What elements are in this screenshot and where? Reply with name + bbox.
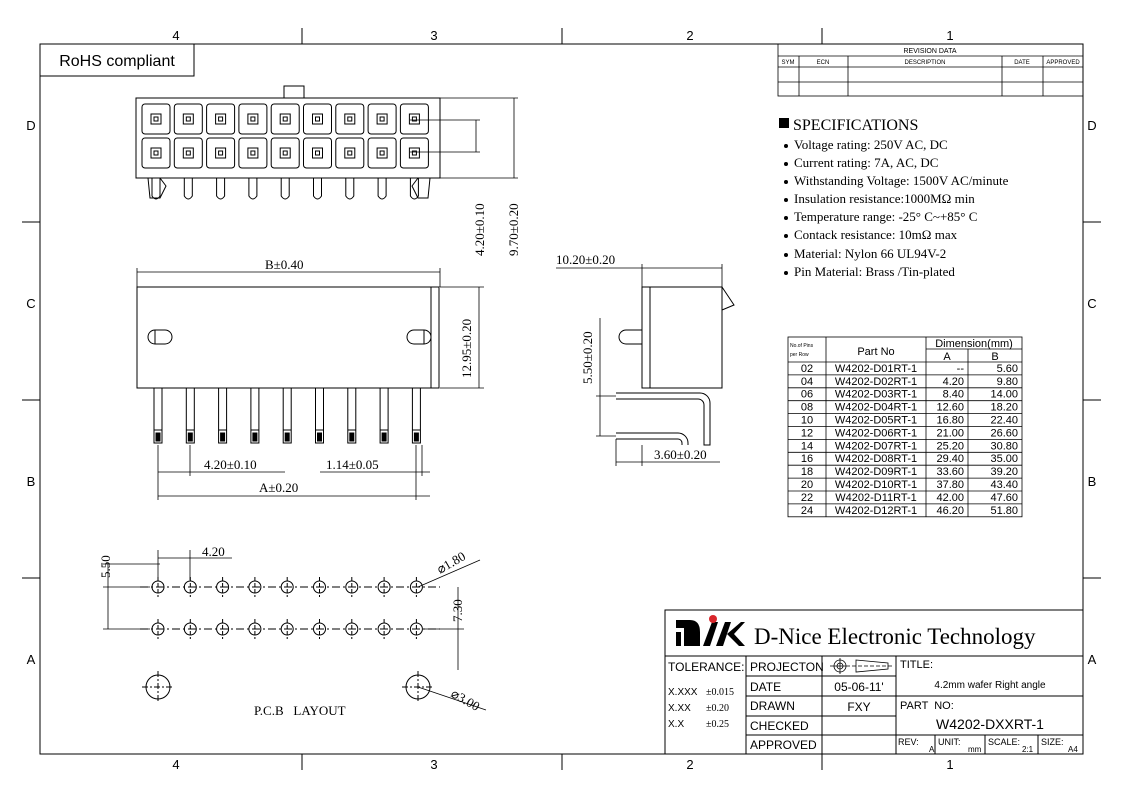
pin-tail bbox=[217, 178, 225, 199]
zone-right-a: A bbox=[1087, 652, 1097, 667]
dim-pcb-5-50: 5.50 bbox=[98, 555, 113, 578]
pin-tail bbox=[281, 178, 289, 199]
drawn-label: DRAWN bbox=[750, 699, 795, 713]
cell-dim-b: 35.00 bbox=[990, 453, 1018, 466]
zone-top-4: 4 bbox=[172, 28, 180, 43]
svg-text:Current rating: 7A, AC, DC: Current rating: 7A, AC, DC bbox=[794, 155, 939, 170]
side-view-connector bbox=[616, 287, 734, 445]
svg-text:Pin Material: Brass /Tin-plate: Pin Material: Brass /Tin-plated bbox=[794, 264, 955, 279]
pin-tail bbox=[249, 178, 257, 199]
rohs-label: RoHS compliant bbox=[59, 53, 175, 70]
dim-side-width: 10.20±0.20 bbox=[556, 252, 616, 267]
cell-dim-b: 5.60 bbox=[996, 362, 1018, 375]
pin-tail bbox=[346, 178, 354, 199]
tol-value-3: ±0.25 bbox=[706, 719, 729, 730]
dim-side-height: 5.50±0.20 bbox=[580, 331, 595, 384]
logo-red-dot bbox=[709, 615, 717, 623]
cell-pins: 02 bbox=[800, 362, 814, 375]
cell-dim-b: 30.80 bbox=[990, 440, 1018, 453]
front-pin-tip bbox=[285, 433, 289, 441]
pcb-layout-label: P.C.B LAYOUT bbox=[254, 703, 346, 718]
dim-pcb-hole-3-00: ⌀3.00 bbox=[448, 685, 483, 714]
cell-part-no: W4202-D08RT-1 bbox=[834, 453, 918, 466]
pcb-dims bbox=[103, 550, 486, 710]
dim-pitch: 4.20±0.10 bbox=[204, 457, 257, 472]
header-pins-line2: per Row bbox=[790, 352, 809, 358]
front-pin-tip bbox=[253, 433, 257, 441]
rev-col-sym: SYM bbox=[781, 60, 795, 66]
cell-dim-a: 29.40 bbox=[936, 453, 964, 466]
cell-pins: 04 bbox=[800, 375, 814, 388]
cell-pins: 22 bbox=[800, 491, 814, 504]
cell-part-no: W4202-D03RT-1 bbox=[834, 388, 918, 401]
dim-9-70: 9.70±0.20 bbox=[506, 203, 521, 256]
zone-right-c: C bbox=[1087, 296, 1097, 311]
svg-text:Material: Nylon 66 UL94V-2: Material: Nylon 66 UL94V-2 bbox=[794, 246, 947, 261]
spec-item bbox=[784, 264, 955, 279]
part-no-label: PART NO: bbox=[900, 700, 954, 712]
part-number-table bbox=[788, 337, 1022, 517]
front-pin-tip bbox=[221, 433, 225, 441]
zone-left-a: A bbox=[26, 652, 36, 667]
dim-pin-width: 1.14±0.05 bbox=[326, 457, 379, 472]
cell-dim-a: 21.00 bbox=[936, 427, 964, 440]
svg-text:Temperature range: -25° C~+85°: Temperature range: -25° C~+85° C bbox=[794, 209, 978, 224]
company-logo bbox=[676, 615, 745, 646]
cell-pins: 08 bbox=[800, 401, 814, 414]
cell-dim-a: 12.60 bbox=[936, 401, 964, 414]
front-pin-tip bbox=[156, 433, 160, 441]
cell-dim-b: 14.00 bbox=[990, 388, 1018, 401]
dim-4-20: 4.20±0.10 bbox=[472, 203, 487, 256]
checked-label: CHECKED bbox=[750, 719, 809, 733]
zone-bottom-3: 3 bbox=[430, 757, 438, 772]
tol-format-1: X.XXX bbox=[668, 687, 698, 698]
svg-text:Insulation resistance:1000MΩ m: Insulation resistance:1000MΩ min bbox=[794, 191, 975, 206]
pin-tail bbox=[184, 178, 192, 199]
svg-text:Voltage rating: 250V AC, DC: Voltage rating: 250V AC, DC bbox=[794, 137, 948, 152]
title-value: 4.2mm wafer Right angle bbox=[934, 680, 1046, 691]
dim-a: A±0.20 bbox=[259, 480, 299, 495]
zone-top-3: 3 bbox=[430, 28, 438, 43]
dim-side-bend: 3.60±0.20 bbox=[654, 447, 707, 462]
svg-text:Withstanding Voltage: 1500V AC: Withstanding Voltage: 1500V AC/minute bbox=[794, 173, 1009, 188]
cell-dim-b: 26.60 bbox=[990, 427, 1018, 440]
cell-pins: 12 bbox=[800, 427, 814, 440]
cell-pins: 16 bbox=[800, 453, 814, 466]
cell-dim-b: 51.80 bbox=[990, 504, 1018, 517]
cell-dim-b: 43.40 bbox=[990, 479, 1018, 491]
dim-pcb-4-20: 4.20 bbox=[202, 544, 225, 559]
dim-12-95: 12.95±0.20 bbox=[459, 318, 474, 378]
pcb-layout bbox=[140, 577, 440, 703]
zone-right-b: B bbox=[1087, 474, 1097, 489]
zone-top-1: 1 bbox=[946, 28, 954, 43]
cell-pins: 24 bbox=[800, 504, 814, 517]
pin-tail bbox=[314, 178, 322, 199]
pin-tail bbox=[378, 178, 386, 199]
cell-dim-a: 46.20 bbox=[936, 504, 964, 517]
svg-text:Contack resistance: 10mΩ max: Contack resistance: 10mΩ max bbox=[794, 227, 958, 242]
cell-dim-b: 22.40 bbox=[990, 414, 1018, 427]
spec-item bbox=[784, 137, 948, 152]
size-value: A4 bbox=[1068, 745, 1078, 754]
cell-pins: 20 bbox=[800, 479, 814, 491]
cell-dim-b: 18.20 bbox=[990, 401, 1018, 414]
header-part-no: Part No bbox=[857, 346, 895, 358]
tol-value-1: ±0.015 bbox=[706, 687, 734, 698]
dim-b: B±0.40 bbox=[265, 257, 304, 272]
pin-tail bbox=[152, 178, 160, 199]
scale-label: SCALE: bbox=[988, 737, 1021, 747]
size-label: SIZE: bbox=[1041, 737, 1064, 747]
cell-dim-a: 8.40 bbox=[942, 388, 964, 401]
spec-item bbox=[784, 173, 1009, 188]
cell-part-no: W4202-D12RT-1 bbox=[834, 504, 918, 517]
cell-dim-a: 16.80 bbox=[936, 414, 964, 427]
top-view-connector bbox=[136, 86, 440, 199]
rev-col-desc: DESCRIPTION bbox=[904, 60, 946, 66]
front-pin-tip bbox=[318, 433, 322, 441]
zone-bottom-2: 2 bbox=[686, 757, 694, 772]
rev-col-ecn: ECN bbox=[816, 60, 830, 66]
cell-pins: 18 bbox=[800, 466, 814, 479]
spec-item bbox=[784, 246, 946, 261]
cell-pins: 10 bbox=[800, 414, 814, 427]
cell-part-no: W4202-D05RT-1 bbox=[834, 414, 918, 427]
cell-part-no: W4202-D09RT-1 bbox=[834, 466, 918, 479]
cell-dim-a: -- bbox=[956, 362, 964, 375]
tol-format-2: X.XX bbox=[668, 703, 691, 714]
cell-part-no: W4202-D01RT-1 bbox=[834, 362, 918, 375]
spec-item bbox=[784, 227, 958, 242]
cell-dim-a: 33.60 bbox=[936, 466, 964, 479]
title-label: TITLE: bbox=[900, 659, 934, 671]
front-pin-tip bbox=[350, 433, 354, 441]
zone-bottom-4: 4 bbox=[172, 757, 180, 772]
cell-part-no: W4202-D10RT-1 bbox=[834, 479, 918, 491]
date-value: 05-06-11' bbox=[834, 680, 884, 694]
company-name: D-Nice Electronic Technology bbox=[754, 624, 1036, 649]
spec-item bbox=[784, 209, 977, 224]
spec-item bbox=[784, 155, 938, 170]
pcb-holes bbox=[152, 577, 422, 639]
dim-pcb-hole-1-80: ⌀1.80 bbox=[434, 548, 468, 577]
zone-bottom-1: 1 bbox=[946, 757, 954, 772]
cell-dim-a: 42.00 bbox=[936, 491, 964, 504]
spec-square-icon bbox=[779, 118, 789, 128]
scale-value: 2:1 bbox=[1022, 745, 1034, 754]
cell-part-no: W4202-D11RT-1 bbox=[835, 491, 917, 504]
cell-pins: 06 bbox=[800, 388, 814, 401]
header-pins-line1: No.of Pins bbox=[790, 343, 814, 349]
revision-title: REVISION DATA bbox=[903, 48, 957, 55]
rev-value: A bbox=[929, 745, 935, 754]
cell-part-no: W4202-D04RT-1 bbox=[834, 401, 918, 414]
cell-dim-b: 39.20 bbox=[990, 466, 1018, 479]
tol-value-2: ±0.20 bbox=[706, 703, 729, 714]
date-label: DATE bbox=[750, 680, 782, 694]
cell-dim-b: 9.80 bbox=[996, 375, 1018, 388]
front-pin-tip bbox=[414, 433, 418, 441]
drawn-value: FXY bbox=[847, 700, 871, 714]
cell-part-no: W4202-D07RT-1 bbox=[834, 440, 918, 453]
front-pin-tip bbox=[382, 433, 386, 441]
approved-label: APPROVED bbox=[750, 738, 817, 752]
rev-label: REV: bbox=[898, 737, 919, 747]
zone-top-2: 2 bbox=[686, 28, 694, 43]
projection-symbol-icon bbox=[830, 658, 892, 674]
rev-col-approved: APPROVED bbox=[1046, 60, 1080, 66]
cell-dim-a: 37.80 bbox=[936, 479, 964, 491]
projection-label: PROJECTON bbox=[750, 660, 824, 674]
cell-dim-b: 47.60 bbox=[990, 491, 1018, 504]
part-no-value: W4202-DXXRT-1 bbox=[936, 716, 1044, 732]
front-pins bbox=[154, 388, 420, 443]
zone-left-c: C bbox=[26, 296, 36, 311]
zone-left-d: D bbox=[26, 118, 36, 133]
spec-title: SPECIFICATIONS bbox=[793, 117, 919, 134]
front-pin-tip bbox=[188, 433, 192, 441]
zone-left-b: B bbox=[26, 474, 36, 489]
header-a: A bbox=[943, 351, 951, 363]
header-dimension: Dimension(mm) bbox=[935, 338, 1013, 350]
tolerance-label: TOLERANCE: bbox=[668, 660, 745, 674]
spec-list bbox=[784, 137, 1009, 279]
zone-right-d: D bbox=[1087, 118, 1097, 133]
cell-dim-a: 4.20 bbox=[942, 375, 964, 388]
cell-part-no: W4202-D02RT-1 bbox=[834, 375, 918, 388]
cell-pins: 14 bbox=[800, 440, 814, 453]
cell-dim-a: 25.20 bbox=[936, 440, 964, 453]
dim-pcb-7-30: 7.30 bbox=[450, 599, 465, 622]
header-b: B bbox=[991, 351, 999, 363]
pin-tails bbox=[152, 178, 418, 199]
unit-value: mm bbox=[968, 745, 982, 754]
front-view-connector bbox=[137, 287, 439, 443]
tol-format-3: X.X bbox=[668, 719, 685, 730]
spec-item bbox=[784, 191, 975, 206]
cell-part-no: W4202-D06RT-1 bbox=[834, 427, 918, 440]
rev-col-date: DATE bbox=[1014, 60, 1030, 66]
unit-label: UNIT: bbox=[938, 737, 961, 747]
